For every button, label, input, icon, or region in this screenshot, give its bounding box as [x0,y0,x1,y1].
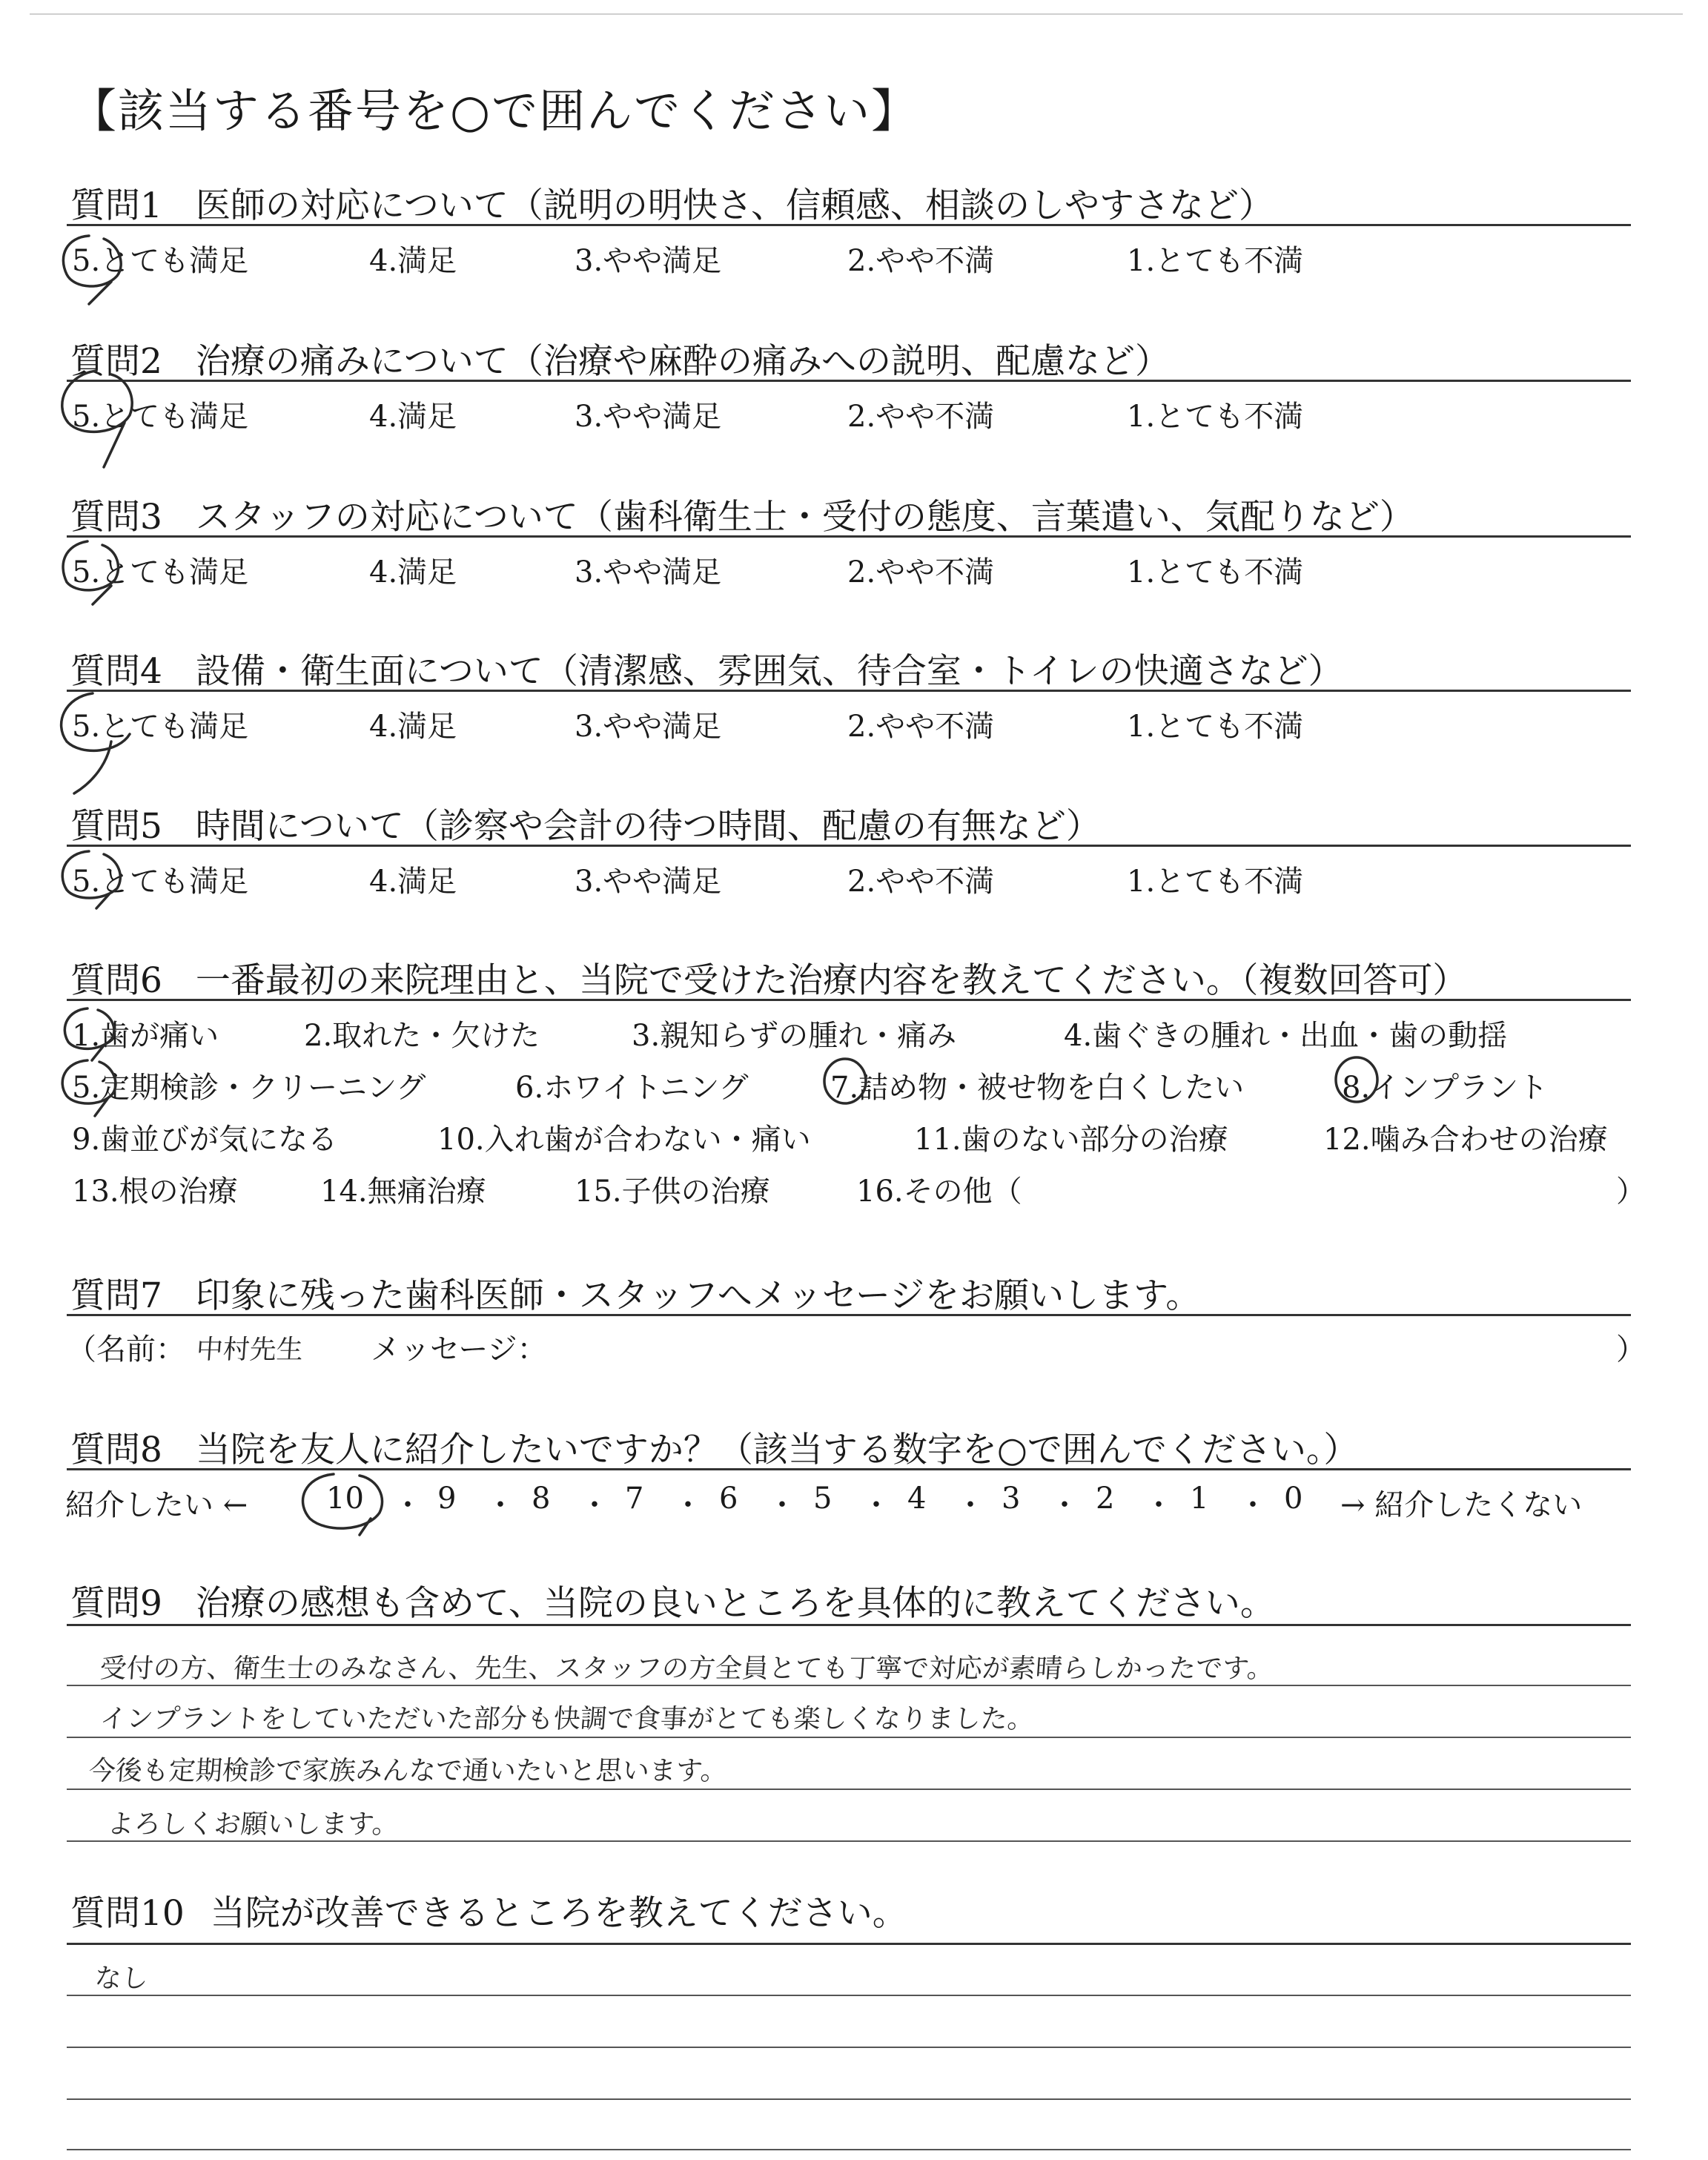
q8-left-label: 紹介したい ← [65,1488,248,1522]
q6-option-12[interactable]: 12.噛み合わせの治療 [1323,1123,1608,1157]
q6-option-14[interactable]: 14.無痛治療 [320,1175,486,1209]
q2-option-2[interactable]: 2.やや不満 [847,400,995,434]
q6-other-close: ） [1616,1175,1646,1209]
q2-option-5[interactable]: 5.とても満足 [72,400,249,434]
answer-rule [67,2098,1631,2100]
question-1-text: 医師の対応について（説明の明快さ、信頼感、相談のしやすさなど） [195,185,1274,226]
question-4-rule [67,690,1631,692]
question-7-text: 印象に残った歯科医師・スタッフへメッセージをお願いします。 [195,1275,1201,1316]
question-2-rule [67,380,1631,382]
question-3-text: スタッフの対応について（歯科衛生士・受付の態度、言葉遣い、気配りなど） [195,497,1414,538]
q8-scale-4[interactable]: 4 [907,1482,927,1516]
q8-scale-7[interactable]: 7 [625,1482,644,1516]
q5-option-5[interactable]: 5.とても満足 [72,865,249,899]
q6-option-13[interactable]: 13.根の治療 [72,1175,238,1209]
q8-right-label: → 紹介したくない [1340,1488,1583,1522]
q10-answer-line-1[interactable]: なし [93,1964,150,1994]
question-7 [70,1268,1200,1318]
q8-sep: ・ [1238,1488,1268,1522]
question-3-rule [67,535,1631,538]
q3-option-2[interactable]: 2.やや不満 [847,555,995,589]
q8-scale-0[interactable]: 0 [1284,1482,1303,1516]
question-10-text: 当院が改善できるところを教えてください。 [210,1893,907,1934]
q1-option-3[interactable]: 3.やや満足 [575,244,722,278]
question-7-label: 質問7 [70,1275,162,1316]
question-3-label: 質問3 [70,497,162,538]
q1-option-5[interactable]: 5.とても満足 [72,244,249,278]
question-10-rule [67,1943,1631,1945]
question-10-label: 質問10 [70,1893,185,1934]
q8-sep: ・ [580,1488,609,1522]
q5-option-2[interactable]: 2.やや不満 [847,865,995,899]
question-8-label: 質問8 [70,1430,162,1470]
question-9-label: 質問9 [70,1583,162,1624]
q2-option-3[interactable]: 3.やや満足 [575,400,722,434]
q1-option-4[interactable]: 4.満足 [369,244,457,278]
answer-rule [67,2149,1631,2150]
q8-scale-5[interactable]: 5 [813,1482,833,1516]
answer-rule [67,1789,1631,1790]
q9-answer-line-2[interactable]: インプラントをしていただいた部分も快調で食事がとても楽しくなりました。 [99,1704,1036,1734]
q5-option-3[interactable]: 3.やや満足 [575,865,722,899]
q7-name-label: （名前： [67,1332,185,1367]
q8-scale-8[interactable]: 8 [532,1482,551,1516]
q8-scale-1[interactable]: 1 [1190,1482,1209,1516]
answer-rule [67,1840,1631,1842]
q3-option-5[interactable]: 5.とても満足 [72,555,249,589]
q4-option-3[interactable]: 3.やや満足 [575,710,722,744]
question-9-text: 治療の感想も含めて、当院の良いところを具体的に教えてください。 [195,1583,1275,1624]
q6-option-5[interactable]: 5.定期検診・クリーニング [72,1071,426,1105]
q9-answer-line-4[interactable]: よろしくお願いします。 [106,1809,400,1840]
q6-option-16[interactable]: 16.その他（ [856,1175,1022,1209]
question-4-text: 設備・衛生面について（清潔感、雰囲気、待合室・トイレの快適さなど） [195,651,1343,692]
question-5-label: 質問5 [70,806,162,847]
q8-sep: ・ [486,1488,515,1522]
question-5 [70,799,1101,848]
q1-option-1[interactable]: 1.とても不満 [1127,244,1304,278]
question-9 [70,1576,1275,1625]
q8-sep: ・ [1050,1488,1079,1522]
q3-option-1[interactable]: 1.とても不満 [1127,555,1304,589]
q6-option-11[interactable]: 11.歯のない部分の治療 [914,1123,1228,1157]
q2-option-1[interactable]: 1.とても不満 [1127,400,1304,434]
q8-sep: ・ [393,1488,423,1522]
q4-option-5[interactable]: 5.とても満足 [72,710,249,744]
q8-sep: ・ [1144,1488,1174,1522]
question-6-text: 一番最初の来院理由と、当院で受けた治療内容を教えてください。（複数回答可） [195,960,1468,1001]
q8-sep: ・ [673,1488,703,1522]
q6-option-3[interactable]: 3.親知らずの腫れ・痛み [632,1019,957,1053]
q8-scale-10[interactable]: 10 [326,1482,364,1516]
question-9-rule [67,1624,1631,1626]
q9-answer-line-3[interactable]: 今後も定期検診で家族みんなで通いたいと思います。 [87,1756,729,1786]
q6-option-2[interactable]: 2.取れた・欠けた [304,1019,540,1053]
question-2-label: 質問2 [70,341,162,382]
q5-option-1[interactable]: 1.とても不満 [1127,865,1304,899]
question-6-rule [67,999,1631,1001]
q7-close: ） [1616,1332,1646,1367]
question-1-label: 質問1 [70,185,162,226]
q7-name-handwritten[interactable]: 中村先生 [195,1335,305,1365]
answer-rule [67,1995,1631,1996]
q7-message-label: メッセージ： [371,1332,547,1367]
q4-option-2[interactable]: 2.やや不満 [847,710,995,744]
q8-scale-9[interactable]: 9 [437,1482,457,1516]
q8-scale-2[interactable]: 2 [1096,1482,1115,1516]
question-7-rule [67,1314,1631,1316]
question-2 [70,334,1170,383]
q2-option-4[interactable]: 4.満足 [369,400,457,434]
answer-rule [67,2047,1631,2048]
q6-option-10[interactable]: 10.入れ歯が合わない・痛い [437,1123,811,1157]
question-8-rule [67,1468,1631,1470]
answer-rule [67,1737,1631,1738]
answer-rule [67,1685,1631,1686]
q6-option-15[interactable]: 15.子供の治療 [575,1175,770,1209]
q1-option-2[interactable]: 2.やや不満 [847,244,995,278]
question-1-rule [67,224,1631,226]
question-5-rule [67,845,1631,847]
question-3 [70,489,1414,539]
q4-option-4[interactable]: 4.満足 [369,710,457,744]
q3-option-4[interactable]: 4.満足 [369,555,457,589]
question-8-text: 当院を友人に紹介したいですか？（該当する数字を○で囲んでください。） [195,1430,1359,1470]
q8-scale-6[interactable]: 6 [719,1482,738,1516]
question-1 [70,178,1274,228]
q8-scale-3[interactable]: 3 [1002,1482,1021,1516]
question-6 [70,953,1467,1003]
page-title: 【該当する番号を○で囲んでください】 [70,84,919,138]
q9-answer-line-1[interactable]: 受付の方、衛生士のみなさん、先生、スタッフの方全員とても丁寧で対応が素晴らしかったです。 [99,1654,1275,1684]
q6-option-1[interactable]: 1.歯が痛い [72,1019,219,1053]
q5-option-4[interactable]: 4.満足 [369,865,457,899]
q6-option-8[interactable]: 8.インプラント [1342,1071,1549,1105]
question-4 [70,644,1343,693]
q6-option-9[interactable]: 9.歯並びが気になる [72,1123,338,1157]
scan-edge-line [30,13,1683,15]
question-6-label: 質問6 [70,960,162,1001]
q6-option-7[interactable]: 7.詰め物・被せ物を白くしたい [830,1071,1245,1105]
q6-option-4[interactable]: 4.歯ぐきの腫れ・出血・歯の動揺 [1064,1019,1508,1053]
q8-sep: ・ [861,1488,891,1522]
q8-sep: ・ [956,1488,985,1522]
q6-option-6[interactable]: 6.ホワイトニング [515,1071,749,1105]
q4-option-1[interactable]: 1.とても不満 [1127,710,1304,744]
question-10 [70,1886,907,1935]
question-8 [70,1422,1358,1472]
question-4-label: 質問4 [70,651,162,692]
q8-sep: ・ [767,1488,797,1522]
q3-option-3[interactable]: 3.やや満足 [575,555,722,589]
question-2-text: 治療の痛みについて（治療や麻酔の痛みへの説明、配慮など） [195,341,1170,382]
question-5-text: 時間について（診察や会計の待つ時間、配慮の有無など） [195,806,1101,847]
